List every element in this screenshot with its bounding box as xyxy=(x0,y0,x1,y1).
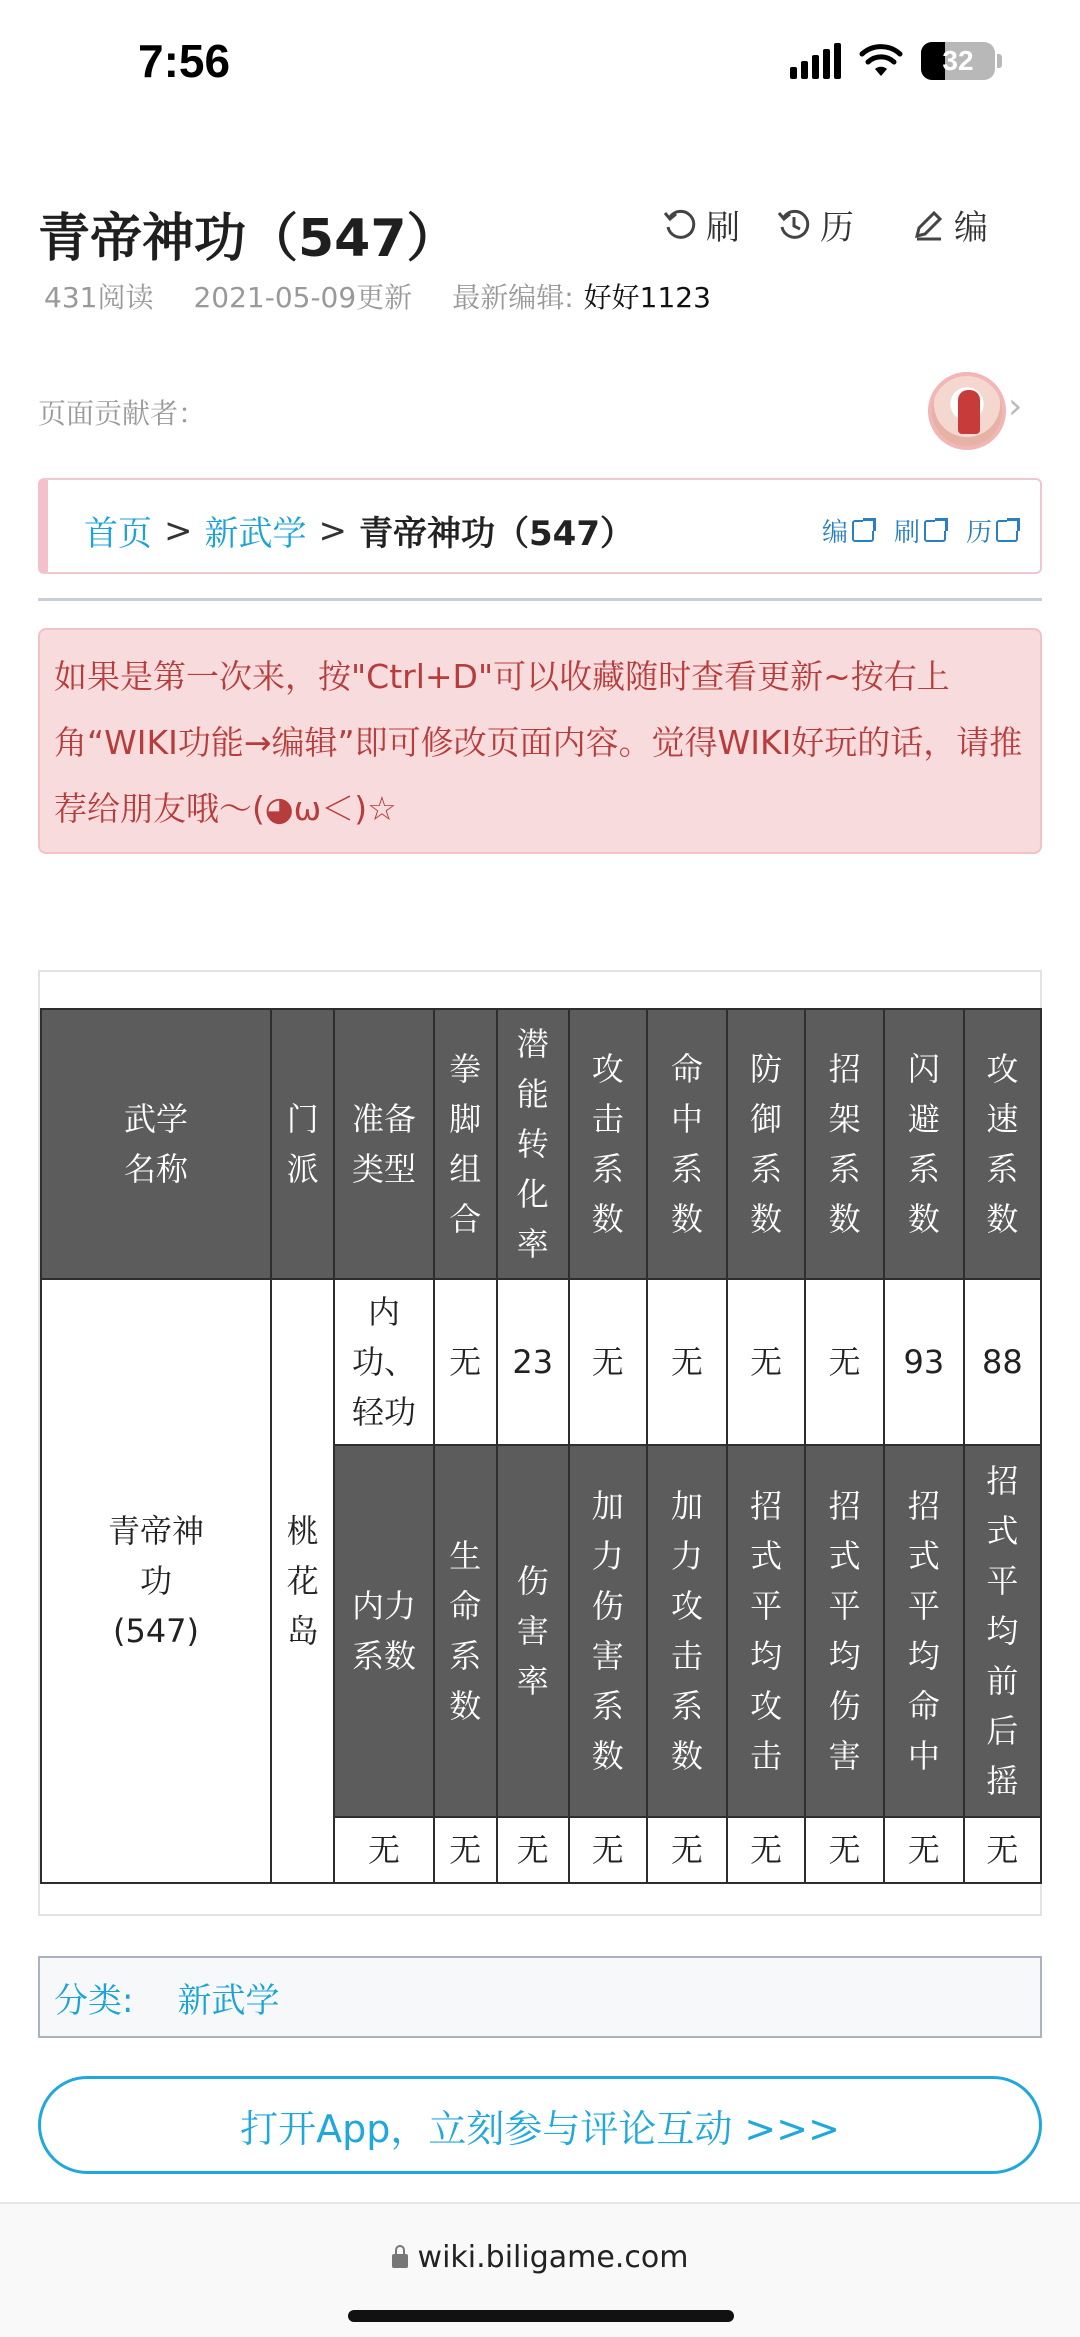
breadcrumb-home[interactable]: 首页 xyxy=(84,514,152,554)
edit-button[interactable] xyxy=(910,200,988,249)
table-cell: 23 xyxy=(497,1279,569,1445)
breadcrumb-edit-label: 编 xyxy=(821,518,848,548)
table-header: 内力系数 xyxy=(334,1445,433,1817)
notice-banner: 如果是第一次来，按"Ctrl+D"可以收藏随时查看更新~按右上角“WIKI功能→编辑”即可修改页面内容。觉得WIKI好玩的话，请推荐给朋友哦～(◕ω＜)☆ xyxy=(38,628,1042,854)
table-header: 招式平均命中 xyxy=(884,1445,964,1817)
status-time: 7:56 xyxy=(138,35,231,87)
table-header: 招式平均伤害 xyxy=(805,1445,884,1817)
breadcrumb-separator: > xyxy=(318,510,347,551)
table-cell: 无 xyxy=(434,1817,497,1883)
history-icon xyxy=(776,207,812,243)
table-header: 生命系数 xyxy=(434,1445,497,1817)
table-header: 武学名称 xyxy=(41,1009,271,1279)
open-app-button[interactable]: 打开App，立刻参与评论互动 >>> xyxy=(38,2076,1042,2174)
table-cell: 无 xyxy=(884,1817,964,1883)
home-indicator[interactable] xyxy=(348,2310,734,2322)
breadcrumb-refresh-link[interactable] xyxy=(894,512,946,549)
read-count: 431阅读 xyxy=(44,281,154,314)
table-cell: 无 xyxy=(727,1279,806,1445)
table-header: 加力攻击系数 xyxy=(647,1445,727,1817)
contributors-label: 页面贡献者： xyxy=(38,397,207,430)
table-cell: 无 xyxy=(647,1817,727,1883)
table-cell: 无 xyxy=(727,1817,806,1883)
table-header: 招式平均攻击 xyxy=(727,1445,806,1817)
status-bar xyxy=(0,0,1080,130)
title-actions xyxy=(662,200,988,249)
pencil-icon xyxy=(910,207,946,243)
page-title: 青帝神功（547） xyxy=(38,209,459,269)
battery-level: 32 xyxy=(942,45,974,76)
browser-address-bar[interactable] xyxy=(0,2202,1080,2337)
table-header: 命中系数 xyxy=(647,1009,727,1279)
editor-name[interactable]: 好好1123 xyxy=(583,281,711,314)
table-header-row xyxy=(41,1009,1041,1279)
table-header: 门派 xyxy=(271,1009,334,1279)
divider xyxy=(38,598,1042,601)
updated-date: 2021-05-09更新 xyxy=(193,281,413,314)
school-cell: 桃花岛 xyxy=(271,1279,334,1883)
table-header: 攻速系数 xyxy=(964,1009,1041,1279)
table-cell: 无 xyxy=(334,1817,433,1883)
history-label: 历 xyxy=(820,208,854,248)
table-cell: 无 xyxy=(497,1817,569,1883)
breadcrumb-separator: > xyxy=(164,510,193,551)
table-cell: 内功、轻功 xyxy=(334,1279,433,1445)
table-header: 招架系数 xyxy=(805,1009,884,1279)
table-cell: 无 xyxy=(569,1279,648,1445)
refresh-icon xyxy=(662,207,698,243)
table-cell: 无 xyxy=(569,1817,648,1883)
table-header: 准备类型 xyxy=(334,1009,433,1279)
breadcrumb-category[interactable]: 新武学 xyxy=(204,514,307,554)
wifi-icon xyxy=(859,44,903,78)
cellular-signal-icon xyxy=(790,43,841,79)
table-cell: 无 xyxy=(434,1279,497,1445)
table-header: 攻击系数 xyxy=(569,1009,648,1279)
chevron-right-icon[interactable]: › xyxy=(1008,386,1023,427)
table-cell: 无 xyxy=(805,1279,884,1445)
category-label: 分类: xyxy=(54,1980,134,2021)
skill-name-cell: 青帝神功(547) xyxy=(41,1279,271,1883)
breadcrumb-history-link[interactable] xyxy=(966,512,1018,549)
table-header: 加力伤害系数 xyxy=(569,1445,648,1817)
table-header: 潜能转化率 xyxy=(497,1009,569,1279)
skill-table-container xyxy=(38,970,1042,1916)
breadcrumb-edit-link[interactable] xyxy=(822,512,874,549)
editor-label: 最新编辑: xyxy=(452,281,574,314)
table-header: 拳脚组合 xyxy=(434,1009,497,1279)
category-box xyxy=(38,1956,1042,2038)
table-cell: 无 xyxy=(647,1279,727,1445)
page-meta xyxy=(44,276,711,316)
table-header: 闪避系数 xyxy=(884,1009,964,1279)
lock-icon xyxy=(392,2254,408,2268)
breadcrumb-refresh-label: 刷 xyxy=(893,518,920,548)
edit-label: 编 xyxy=(954,208,988,248)
skill-table xyxy=(40,1008,1042,1884)
history-button[interactable] xyxy=(776,200,854,249)
contributor-avatar[interactable] xyxy=(928,372,1006,450)
status-icons xyxy=(790,42,1002,80)
breadcrumb-history-label: 历 xyxy=(965,518,992,548)
table-cell: 无 xyxy=(805,1817,884,1883)
table-cell: 无 xyxy=(964,1817,1041,1883)
refresh-label: 刷 xyxy=(706,208,740,248)
refresh-button[interactable] xyxy=(662,200,740,249)
table-cell: 88 xyxy=(964,1279,1041,1445)
external-link-icon xyxy=(852,520,874,542)
table-header: 伤害率 xyxy=(497,1445,569,1817)
battery-icon xyxy=(921,42,995,80)
table-cell: 93 xyxy=(884,1279,964,1445)
table-header: 招式平均前后摇 xyxy=(964,1445,1041,1817)
url-text: wiki.biligame.com xyxy=(417,2240,689,2275)
table-header: 防御系数 xyxy=(727,1009,806,1279)
breadcrumb-current: 青帝神功（547） xyxy=(359,514,634,554)
external-link-icon xyxy=(924,520,946,542)
table-row xyxy=(41,1279,1041,1445)
breadcrumb xyxy=(38,478,1042,574)
external-link-icon xyxy=(996,520,1018,542)
category-link[interactable]: 新武学 xyxy=(177,1980,280,2021)
